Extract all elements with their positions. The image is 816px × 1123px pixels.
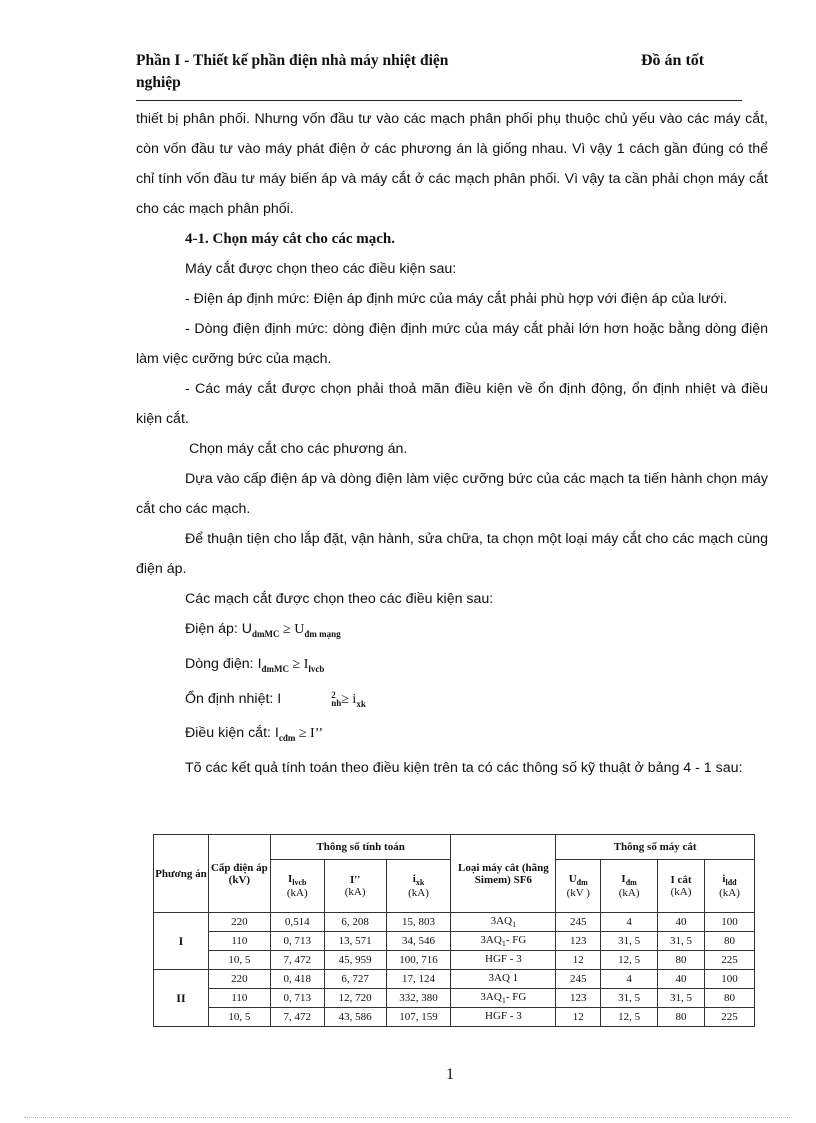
th-ixk xyxy=(386,860,451,913)
section-heading: 4-1. Chọn máy cắt cho các mạch. xyxy=(185,231,395,247)
th-icat-unit: (kA) xyxy=(670,886,692,898)
cond2-op: ≥ I xyxy=(289,656,309,672)
cell-icat: 40 xyxy=(658,913,705,932)
model-sub: 1 xyxy=(501,996,506,1006)
cell-ipp: 45, 959 xyxy=(324,951,386,970)
cond3-sub1: nh xyxy=(331,697,342,708)
paragraph-8: Để thuận tiện cho lắp đặt, vận hành, sửa chữa, ta chọn một loại máy cắt cho các mạch cùng điện áp. xyxy=(136,531,768,577)
cond1-op: ≥ U xyxy=(279,622,305,637)
table-row xyxy=(154,1008,755,1027)
cell-ilvcb: 0, 713 xyxy=(270,989,324,1008)
cond4-label: Điều kiện cắt: I xyxy=(185,725,279,742)
th-ilvcb-sym: I xyxy=(288,872,293,885)
th-ipp-sym: I'' xyxy=(349,874,361,886)
th-icat xyxy=(658,860,705,913)
table-row xyxy=(154,951,755,970)
condition-thermal xyxy=(136,684,768,719)
cell-voltage: 220 xyxy=(208,913,270,932)
condition-breaking xyxy=(136,718,768,753)
header-title-line2: nghiệp xyxy=(136,74,181,91)
cell-ildd: 225 xyxy=(705,951,755,970)
cell-model xyxy=(451,932,556,951)
th-ildd-sym: i xyxy=(722,872,726,885)
th-icat-sym: I cắt xyxy=(670,874,692,886)
cell-ilvcb: 0, 713 xyxy=(270,932,324,951)
table-row xyxy=(154,970,755,989)
cond4-sub1: cđm xyxy=(278,733,296,744)
table-row xyxy=(154,989,755,1008)
cell-idm: 31, 5 xyxy=(601,989,658,1008)
breaker-specs-table xyxy=(153,834,755,1027)
paragraph-2: Máy cắt được chọn theo các điều kiện sau: xyxy=(185,261,457,277)
cell-idm: 12, 5 xyxy=(601,951,658,970)
model-name: HGF - 3 xyxy=(485,1009,522,1022)
th-ixk-unit: (kA) xyxy=(408,887,429,900)
cell-udm: 245 xyxy=(556,970,601,989)
paragraph-6: Chọn máy cắt cho các phương án. xyxy=(189,441,408,457)
cell-voltage: 10, 5 xyxy=(208,951,270,970)
th-ixk-sym: i xyxy=(412,872,416,885)
cell-icat: 80 xyxy=(658,1008,705,1027)
th-ipp-unit: (kA) xyxy=(344,886,366,898)
body-text xyxy=(136,104,768,783)
cell-udm: 12 xyxy=(556,951,601,970)
model-name: HGF - 3 xyxy=(485,952,522,965)
cell-udm: 123 xyxy=(556,932,601,951)
header-left xyxy=(136,50,556,94)
cell-model xyxy=(451,1008,556,1027)
cell-ilvcb: 7, 472 xyxy=(270,1008,324,1027)
th-udm-unit: (kV ) xyxy=(566,887,590,900)
header-right-title: Đồ án tốt xyxy=(641,52,705,69)
cond1-label: Điện áp: U xyxy=(185,621,253,637)
th-ipp xyxy=(324,860,386,913)
th-voltage: Cấp điện áp (kV) xyxy=(208,835,270,913)
header-divider xyxy=(136,100,742,101)
cell-idm: 4 xyxy=(601,913,658,932)
cell-icat: 40 xyxy=(658,970,705,989)
paragraph-4: - Dòng điện định mức: dòng điện định mức của máy cắt phải lớn hơn hoặc bằng dòng điện làm việc cưỡng bức của mạch. xyxy=(136,321,768,367)
th-ilvcb-sub: lvcb xyxy=(292,878,307,888)
cell-model xyxy=(451,989,556,1008)
cell-icat: 31, 5 xyxy=(658,932,705,951)
cond2-sub2: lvcb xyxy=(308,663,325,674)
cell-ildd: 100 xyxy=(705,970,755,989)
cell-ixk: 15, 803 xyxy=(386,913,451,932)
cell-ixk: 17, 124 xyxy=(386,970,451,989)
paragraph-7: Dựa vào cấp điện áp và dòng điện làm việc cưỡng bức của các mạch ta tiến hành chọn máy cắt cho các mạch. xyxy=(136,471,768,517)
th-udm-sym: U xyxy=(568,872,577,885)
th-idm-sym: I xyxy=(621,872,626,885)
th-udm xyxy=(556,860,601,913)
cond3-sub2: xk xyxy=(356,698,366,709)
cell-ildd: 80 xyxy=(705,989,755,1008)
cell-ipp: 6, 727 xyxy=(324,970,386,989)
cell-voltage: 220 xyxy=(208,970,270,989)
cell-ipp: 43, 586 xyxy=(324,1008,386,1027)
cell-ipp: 12, 720 xyxy=(324,989,386,1008)
cell-ixk: 34, 546 xyxy=(386,932,451,951)
th-specs: Thông số máy cắt xyxy=(556,835,755,860)
table-row xyxy=(154,932,755,951)
header-title-line1: Phần I - Thiết kế phần điện nhà máy nhiệt điện xyxy=(136,52,449,69)
th-ilvcb xyxy=(270,860,324,913)
paragraph-10: Tõ các kết quả tính toán theo điều kiện trên ta có các thông số kỹ thuật ở bảng 4 - 1 sau: xyxy=(185,760,743,777)
model-suffix: - FG xyxy=(505,990,527,1003)
cell-model xyxy=(451,913,556,932)
cell-model xyxy=(451,970,556,989)
cell-idm: 31, 5 xyxy=(601,932,658,951)
th-ildd-sub: lđđ xyxy=(725,878,737,888)
cond3-stack xyxy=(282,691,341,707)
cond3-label: Ổn định nhiệt: I xyxy=(185,690,282,707)
cell-icat: 80 xyxy=(658,951,705,970)
model-sub: 1 xyxy=(501,939,506,949)
th-ildd-unit: (kA) xyxy=(719,887,740,900)
table-row xyxy=(154,913,755,932)
model-sub: 1 xyxy=(512,920,517,930)
cell-ilvcb: 0,514 xyxy=(270,913,324,932)
condition-current xyxy=(136,649,768,684)
cond3-sup: 2 xyxy=(331,689,336,700)
th-calc: Thông số tính toán xyxy=(270,835,451,860)
model-name: 3AQ xyxy=(480,990,502,1003)
cell-ipp: 6, 208 xyxy=(324,913,386,932)
plan-1-label: I xyxy=(154,913,209,970)
paragraph-1: thiết bị phân phối. Nhưng vốn đầu tư vào các mạch phân phối phụ thuộc chủ yếu vào các máy cắt, còn vốn đầu tư vào máy phát điện ở các phương án là giống nhau. Vì vậy 1 cách gần đúng có thể chỉ tính vốn đầu tư máy biến áp và máy cắt ở các mạch phân phối. Vì vậy ta cần phải chọn máy cắt cho các mạch phân phối. xyxy=(136,111,768,217)
plan-2-label: II xyxy=(154,970,209,1027)
th-ixk-sub: xk xyxy=(415,878,425,888)
page-header xyxy=(136,50,748,98)
condition-voltage xyxy=(136,614,768,649)
paragraph-5: - Các máy cắt được chọn phải thoả mãn điều kiện về ổn định động, ổn định nhiệt và điều kiện cắt. xyxy=(136,381,768,427)
th-breaker: Loại máy cắt (hãng Simem) SF6 xyxy=(451,835,556,913)
table-header-row-1 xyxy=(154,835,755,860)
cell-ildd: 80 xyxy=(705,932,755,951)
cell-udm: 123 xyxy=(556,989,601,1008)
paragraph-3: - Điện áp định mức: Điện áp định mức của máy cắt phải phù hợp với điện áp của lưới. xyxy=(185,291,728,307)
th-idm-unit: (kA) xyxy=(618,887,640,900)
cell-udm: 245 xyxy=(556,913,601,932)
cell-model xyxy=(451,951,556,970)
th-idm-sub: đm xyxy=(625,878,637,888)
model-name: 3AQ 1 xyxy=(488,971,519,984)
cell-ixk: 107, 159 xyxy=(386,1008,451,1027)
cell-idm: 12, 5 xyxy=(601,1008,658,1027)
th-ilvcb-unit: (kA) xyxy=(286,887,308,900)
cell-ipp: 13, 571 xyxy=(324,932,386,951)
cell-icat: 31, 5 xyxy=(658,989,705,1008)
cell-ixk: 100, 716 xyxy=(386,951,451,970)
cell-idm: 4 xyxy=(601,970,658,989)
cell-ildd: 225 xyxy=(705,1008,755,1027)
th-udm-sub: đm xyxy=(576,878,588,888)
cell-udm: 12 xyxy=(556,1008,601,1027)
cell-ixk: 332, 380 xyxy=(386,989,451,1008)
paragraph-9: Các mạch cắt được chọn theo các điều kiện sau: xyxy=(185,591,494,607)
cond3-op: ≥ i xyxy=(341,691,357,707)
cell-ildd: 100 xyxy=(705,913,755,932)
model-name: 3AQ xyxy=(490,914,513,927)
cond2-label: Dòng điện: I xyxy=(185,655,262,672)
th-plan: Phương án xyxy=(154,835,209,913)
page-number: 1 xyxy=(446,1066,454,1083)
model-name: 3AQ xyxy=(480,933,502,946)
cond4-op: ≥ I’’ xyxy=(295,726,323,742)
cond1-sub1: dmMC xyxy=(252,628,280,639)
page-bottom-divider xyxy=(24,1117,792,1118)
cell-voltage: 110 xyxy=(208,932,270,951)
cond1-sub2: đm mạng xyxy=(304,628,341,639)
cond2-sub1: đmMC xyxy=(261,663,290,674)
cell-voltage: 10, 5 xyxy=(208,1008,270,1027)
cell-voltage: 110 xyxy=(208,989,270,1008)
model-suffix: - FG xyxy=(505,933,527,946)
th-ildd xyxy=(705,860,755,913)
th-idm xyxy=(601,860,658,913)
cell-ilvcb: 0, 418 xyxy=(270,970,324,989)
cell-ilvcb: 7, 472 xyxy=(270,951,324,970)
